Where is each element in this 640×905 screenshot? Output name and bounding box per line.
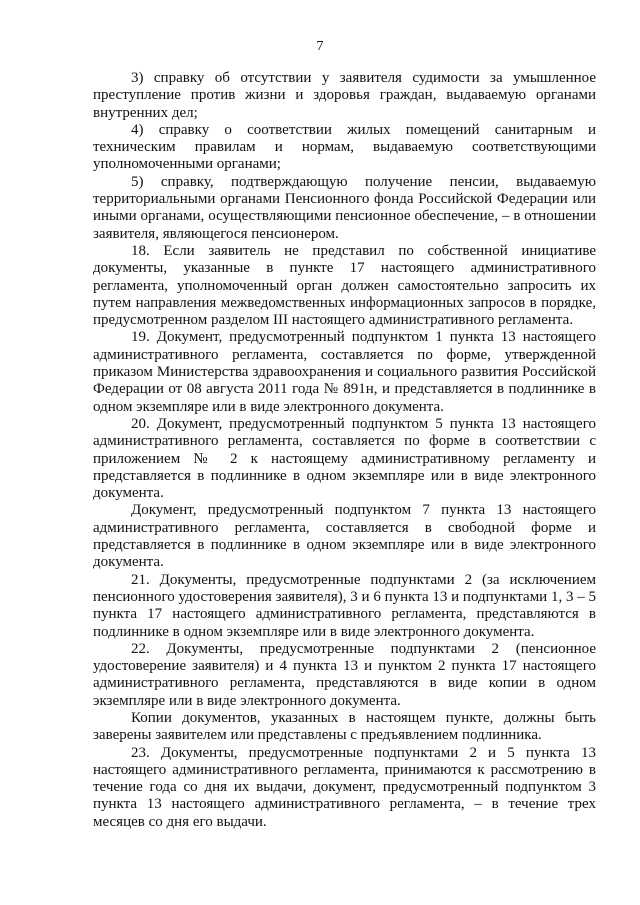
paragraph-18: 18. Если заявитель не представил по собственной инициативе документы, указанные в пункте 17 настоящего административного регламента, уполномоченный орган должен самостоятельно запросить их путем направления межведомственных информационных запросов в порядке, предусмотренном разделом III настоящего административного регламента. (93, 242, 596, 329)
page-number: 7 (316, 39, 324, 54)
document-body (93, 70, 596, 831)
paragraph-22-continuation: Копии документов, указанных в настоящем пункте, должны быть заверены заявителем или представлены с предъявлением подлинника. (93, 709, 596, 744)
paragraph-item-5: 5) справку, подтверждающую получение пенсии, выдаваемую территориальными органами Пенсионного фонда Российской Федерации или иными органами, осуществляющими пенсионное обеспечение, – в отношении заявителя, являющегося пенсионером. (93, 173, 596, 242)
paragraph-22: 22. Документы, предусмотренные подпунктами 2 (пенсионное удостоверение заявителя) и 4 пункта 13 и пунктом 2 пункта 17 настоящего административного регламента, представляются в виде копии в одном экземпляре или в виде электронного документа. (93, 640, 596, 709)
paragraph-21: 21. Документы, предусмотренные подпунктами 2 (за исключением пенсионного удостоверения заявителя), 3 и 6 пункта 13 и подпунктами 1, 3 – 5 пункта 17 настоящего административного регламента, представляются в подлиннике в одном экземпляре или в виде электронного документа. (93, 571, 596, 640)
paragraph-item-3: 3) справку об отсутствии у заявителя судимости за умышленное преступление против жизни и здоровья граждан, выдаваемую органами внутренних дел; (93, 70, 596, 121)
paragraph-20-continuation: Документ, предусмотренный подпунктом 7 пункта 13 настоящего административного регламента, составляется в свободной форме и представляется в подлиннике в одном экземпляре или в виде электронного документа. (93, 502, 596, 571)
paragraph-19: 19. Документ, предусмотренный подпунктом 1 пункта 13 настоящего административного регламента, составляется по форме, утвержденной приказом Министерства здравоохранения и социального развития Российской Федерации от 08 августа 2011 года № 891н, и представляется в подлиннике в одном экземпляре или в виде электронного документа. (93, 329, 596, 415)
paragraph-20: 20. Документ, предусмотренный подпунктом 5 пункта 13 настоящего административного регламента, составляется по форме в соответствии с приложением № 2 к настоящему административному регламенту и представляется в подлиннике в одном экземпляре или в виде электронного документа. (93, 415, 596, 502)
paragraph-23: 23. Документы, предусмотренные подпунктами 2 и 5 пункта 13 настоящего административного регламента, принимаются к рассмотрению в течение года со дня их выдачи, документ, предусмотренный подпунктом 3 пункта 13 настоящего административного регламента, – в течение трех месяцев со дня его выдачи. (93, 744, 596, 830)
paragraph-item-4: 4) справку о соответствии жилых помещений санитарным и техническим правилам и нормам, выдаваемую соответствующими уполномоченными органами; (93, 121, 596, 173)
